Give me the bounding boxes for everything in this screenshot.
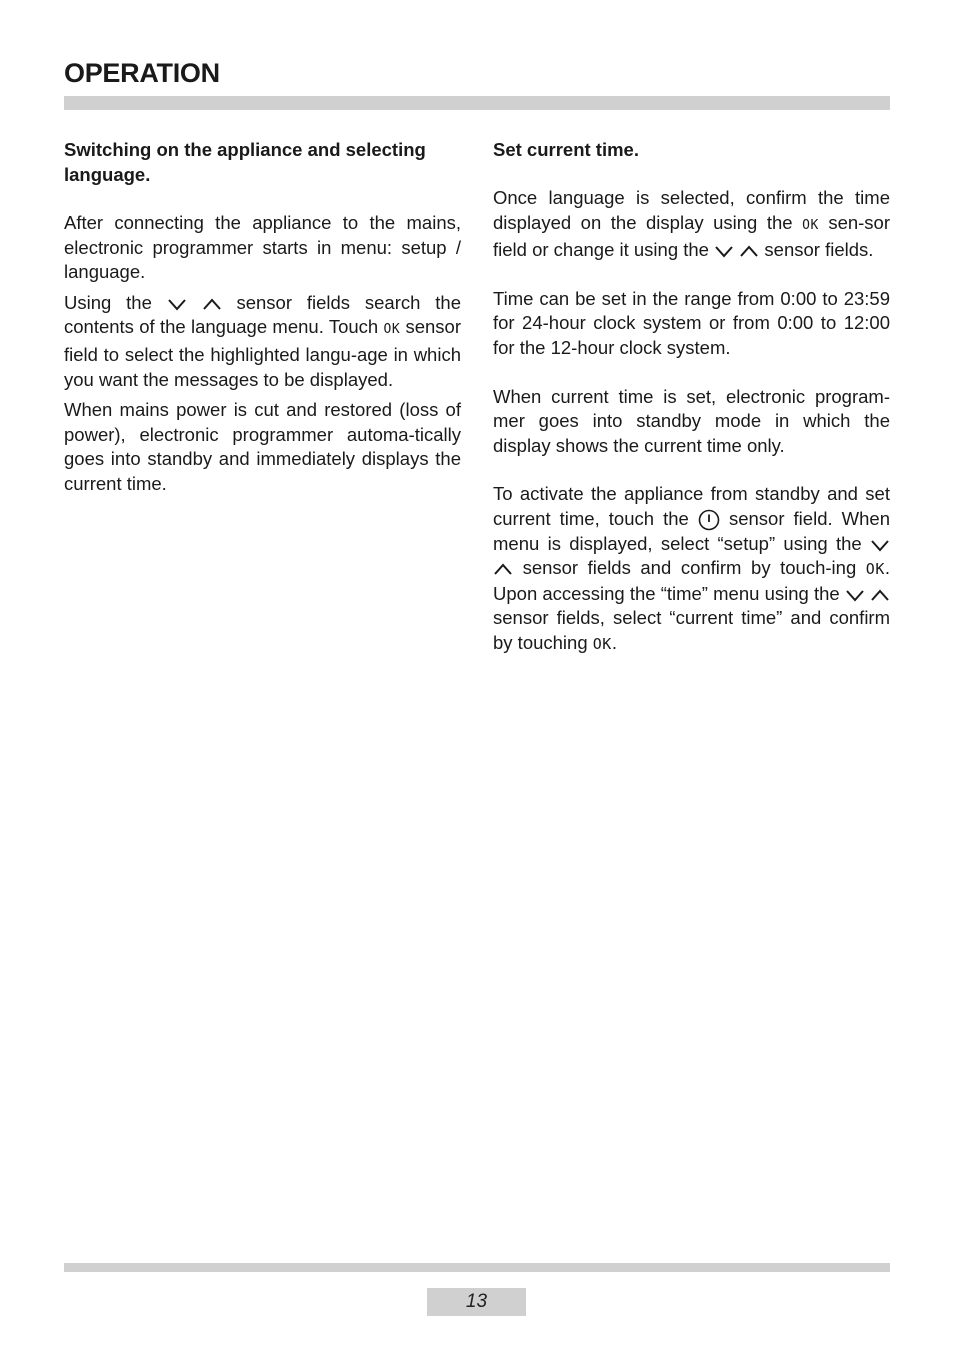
text-fragment: . Upon accessing the “time” menu using the xyxy=(493,557,890,604)
text-fragment: sen-sor field or change it using the xyxy=(493,211,891,261)
right-column xyxy=(493,137,890,657)
footer-divider xyxy=(64,1263,890,1272)
ok-label: OK xyxy=(383,322,401,338)
text-fragment: To activate the appliance from standby and set current time, touch the xyxy=(493,483,890,529)
left-paragraph-1: After connecting the appliance to the mains, electronic programmer starts in menu: setup / language. xyxy=(64,212,461,283)
chevron-down-icon xyxy=(167,297,187,311)
ok-label: OK xyxy=(865,560,885,579)
text-fragment: sensor field. When menu is displayed, select “setup” using the xyxy=(493,507,891,554)
section-heading-switching-on: Switching on the appliance and selecting language. xyxy=(64,139,426,185)
right-paragraph-4 xyxy=(493,482,890,656)
text-fragment: Once language is selected, confirm the time displayed on the display using the xyxy=(493,187,890,233)
text-fragment: Using the xyxy=(64,291,152,313)
right-paragraph-1 xyxy=(493,186,890,263)
text-fragment: sensor fields, select “current time” and confirm by touching xyxy=(493,607,890,653)
section-heading-set-time: Set current time. xyxy=(493,139,639,160)
text-fragment: sensor fields search the contents of the language menu. Touch xyxy=(64,291,461,338)
ok-label: OK xyxy=(802,217,819,233)
chevron-up-icon xyxy=(870,588,890,602)
chevron-up-icon xyxy=(202,297,222,311)
left-column xyxy=(64,137,461,497)
text-fragment: sensor fields. xyxy=(764,239,874,261)
chevron-up-icon xyxy=(739,244,759,258)
ok-label: OK xyxy=(592,634,612,653)
chevron-up-icon xyxy=(493,562,513,576)
header-divider xyxy=(64,96,890,110)
right-paragraph-2: Time can be set in the range from 0:00 to 23:59 for 24-hour clock system or from 0:00 to 12:00 for the 12-hour clock system. xyxy=(493,287,890,358)
chevron-down-icon xyxy=(714,244,734,258)
left-paragraph-3: When mains power is cut and restored (loss of power), electronic programmer automa-tically goes into standby and immediately displays the current time. xyxy=(64,399,461,494)
text-fragment: sensor field to select the highlighted langu-age in which you want the messages to be displayed. xyxy=(64,316,462,390)
right-paragraph-3: When current time is set, electronic program-mer goes into standby mode in which the display shows the current time only. xyxy=(493,385,890,456)
text-fragment: . xyxy=(611,631,617,653)
text-fragment: sensor fields and confirm by touch-ing xyxy=(522,557,857,579)
page-title: OPERATION xyxy=(64,58,220,88)
chevron-down-icon xyxy=(870,538,890,552)
power-icon xyxy=(698,509,720,531)
page-number: 13 xyxy=(427,1288,526,1316)
chevron-down-icon xyxy=(845,588,865,602)
left-paragraph-2 xyxy=(64,291,461,392)
